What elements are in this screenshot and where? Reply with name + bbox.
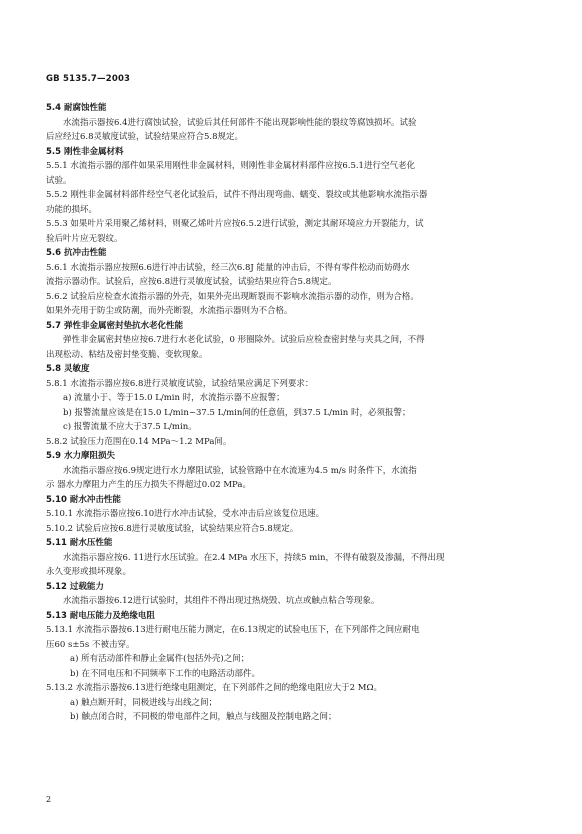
body-text (46, 101, 542, 725)
body-line: 试验。 (46, 175, 72, 186)
body-line: 如果外壳用于防尘或防潮，而外壳断裂，水流指示器则为不合格。 (46, 306, 293, 316)
page-number: 2 (46, 795, 52, 804)
body-line: 5.10.1 水流指示器应按6.10进行水冲击试验，受水冲击后应该复位迅速。 (46, 509, 325, 519)
body-line: 5.13.2 水流指示器按6.13进行绝缘电阻测定，在下列部件之间的绝缘电阻应大于2 MΩ。 (46, 683, 383, 693)
section-heading: 5.4 耐腐蚀性能 (46, 103, 107, 113)
body-line: 压60 s±5s 不被击穿。 (46, 639, 135, 650)
body-line: 弹性非金属密封垫应按6.7进行水老化试验，0 形圈除外。试验后应检查密封垫与夹具之间，不得 (63, 335, 425, 345)
section-heading: 5.12 过载能力 (46, 581, 104, 592)
section-heading: 5.8 灵敏度 (46, 364, 90, 374)
body-line: 5.6.2 试验后应检查水流指示器的外壳，如果外壳出现断裂而不影响水流指示器的动作，则为合格。 (46, 291, 419, 302)
body-line: 5.6.1 水流指示器应按照6.6进行冲击试验，经三次6.8J 能量的冲击后，不得有零件松动而妨碍水 (46, 262, 410, 273)
body-line: a) 流量小于、等于15.0 L/min 时，水流指示器不应报警； (63, 393, 285, 403)
body-line: c) 报警流量不应大于37.5 L/min。 (63, 422, 197, 432)
body-line: 水流指示器应按6. 11进行水压试验。在2.4 MPa 水压下，持续5 min，不得有破裂及渗漏，不得出现 (63, 552, 445, 563)
section-heading: 5.7 弹性非金属密封垫抗水老化性能 (46, 320, 184, 331)
body-line: 出现松动、粘结及密封垫变脆、变软现象。 (46, 349, 208, 360)
body-line: 5.13.1 水流指示器按6.13进行耐电压能力测定，在6.13规定的试验电压下，在下列部件之间应耐电 (46, 625, 420, 635)
body-line: 水流指示器按6.12进行试验时，其组件不得出现过热烧毁、坑点或触点粘合等现象。 (63, 596, 380, 606)
section-heading: 5.9 水力摩阻损失 (46, 451, 116, 461)
section-heading: 5.10 耐水冲击性能 (46, 494, 121, 505)
section-heading: 5.5 刚性非金属材料 (46, 146, 124, 157)
body-line: 后应经过6.8灵敏度试验，试验结果应符合5.8规定。 (46, 132, 244, 142)
body-line: 永久变形或损坏现象。 (46, 567, 132, 577)
body-line: 5.5.3 如果叶片采用聚乙烯材料，则聚乙烯叶片应按6.5.2进行试验，测定其耐环境应力开裂能力，试 (46, 219, 424, 229)
body-line: 5.5.2 刚性非金属材料部件经空气老化试验后，试件不得出现弯曲、蠕变、裂纹或其他影响水流指示器 (46, 190, 428, 200)
section-heading: 5.6 抗冲击性能 (46, 248, 107, 258)
body-line: a) 触点断开时，同极进线与出线之间； (70, 697, 218, 708)
body-line: 5.5.1 水流指示器的部件如果采用刚性非金属材料，则刚性非金属材料部件应按6.5.1进行空气老化 (46, 161, 415, 171)
body-line: b) 报警流量应该是在15.0 L/min~37.5 L/min间的任意值，到37.5 L/min 时，必须报警； (63, 407, 411, 418)
body-line: 水流指示器应按6.9规定进行水力摩阻试验，试验管路中在水流速为4.5 m/s 时条件下，水流指 (63, 465, 417, 476)
section-heading: 5.13 耐电压能力及绝缘电阻 (46, 610, 155, 621)
body-line: 功能的损坏。 (46, 204, 98, 215)
body-line: 5.8.1 水流指示器应按6.8进行灵敏度试验，试验结果应满足下列要求： (46, 378, 314, 389)
body-line: 5.8.2 试验压力范围在0.14 MPa～1.2 MPa间。 (46, 436, 232, 447)
body-line: 验后叶片应无裂纹。 (46, 233, 123, 244)
body-line: b) 在不同电压和不同频率下工作的电路活动部件。 (70, 668, 260, 679)
body-line: 5.10.2 试验后应按6.8进行灵敏度试验，试验结果应符合5.8规定。 (46, 523, 299, 534)
body-line: b) 触点闭合时，不同极的带电部件之间，触点与线圈及控制电路之间； (70, 712, 337, 722)
body-line: a) 所有活动部件和静止金属件(包括外壳)之间； (70, 654, 250, 664)
body-line: 示 器水力摩阻力产生的压力损失不得超过0.02 MPa。 (46, 480, 251, 490)
body-line: 流指示器动作。试验后，应按6.8进行灵敏度试验，试验结果应符合5.8规定。 (46, 277, 337, 287)
standard-header: GB 5135.7—2003 (46, 74, 131, 84)
body-line: 水流指示器按6.4进行腐蚀试验，试验后其任何部件不能出现影响性能的裂纹等腐蚀损坏。试验 (63, 117, 417, 128)
section-heading: 5.11 耐水压性能 (46, 538, 113, 548)
